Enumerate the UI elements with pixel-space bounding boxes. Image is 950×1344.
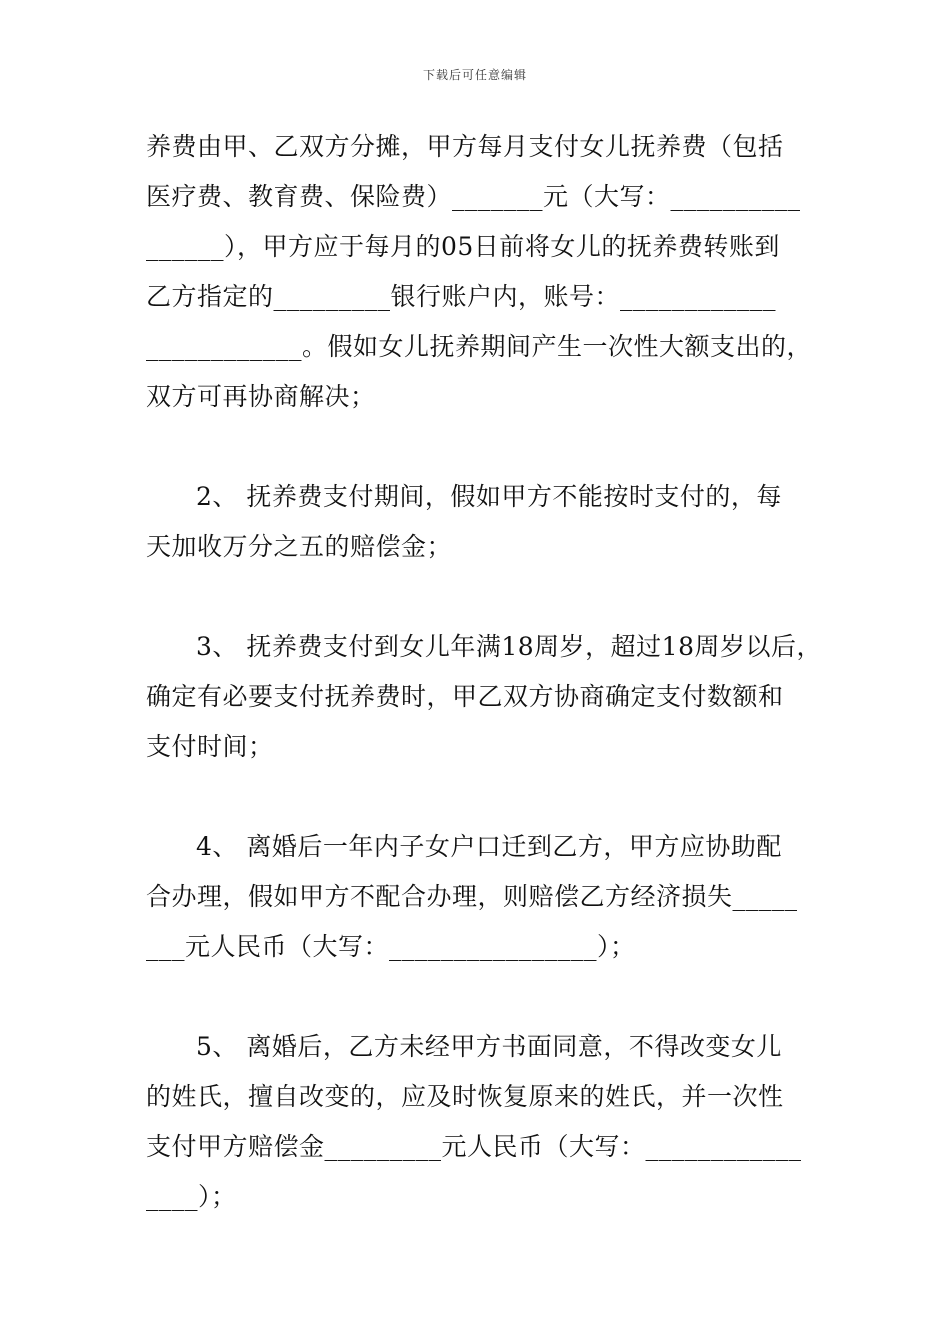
body-line: 合办理，假如甲方不配合办理，则赔偿乙方经济损失_____ — [146, 882, 798, 911]
body-line: 双方可再协商解决； — [146, 382, 376, 411]
clause-3-line: 3、 抚养费支付到女儿年满18周岁，超过18周岁以后， — [196, 632, 822, 661]
paragraph-gap — [146, 972, 808, 1022]
body-line: 支付时间； — [146, 732, 274, 761]
body-line: 支付甲方赔偿金_________元人民币（大写：____________ — [146, 1132, 802, 1161]
document-body — [146, 122, 822, 1222]
paragraph-gap — [146, 572, 808, 622]
body-line: 天加收万分之五的赔偿金； — [146, 532, 453, 561]
body-line: 确定有必要支付抚养费时，甲乙双方协商确定支付数额和 — [146, 682, 784, 711]
body-line: 医疗费、教育费、保险费）_______元（大写：__________ — [146, 182, 801, 211]
body-line: ___元人民币（大写：________________）； — [146, 932, 636, 961]
body-line: 乙方指定的_________银行账户内，账号：____________ — [146, 282, 777, 311]
page-header-note: 下载后可任意编辑 — [422, 68, 527, 82]
body-line: 养费由甲、乙双方分摊，甲方每月支付女儿抚养费（包括 — [146, 132, 784, 161]
body-line: ____）； — [146, 1182, 237, 1211]
body-line: ____________。假如女儿抚养期间产生一次性大额支出的， — [146, 332, 813, 361]
paragraph-gap — [146, 422, 808, 472]
body-line: ______），甲方应于每月的05日前将女儿的抚养费转账到 — [146, 232, 780, 261]
paragraph-gap — [146, 772, 808, 822]
clause-2-line: 2、 抚养费支付期间，假如甲方不能按时支付的，每 — [196, 482, 782, 511]
clause-4-line: 4、 离婚后一年内子女户口迁到乙方，甲方应协助配 — [196, 832, 782, 861]
body-line: 的姓氏，擅自改变的，应及时恢复原来的姓氏，并一次性 — [146, 1082, 784, 1111]
clause-5-line: 5、 离婚后，乙方未经甲方书面同意，不得改变女儿 — [196, 1032, 782, 1061]
